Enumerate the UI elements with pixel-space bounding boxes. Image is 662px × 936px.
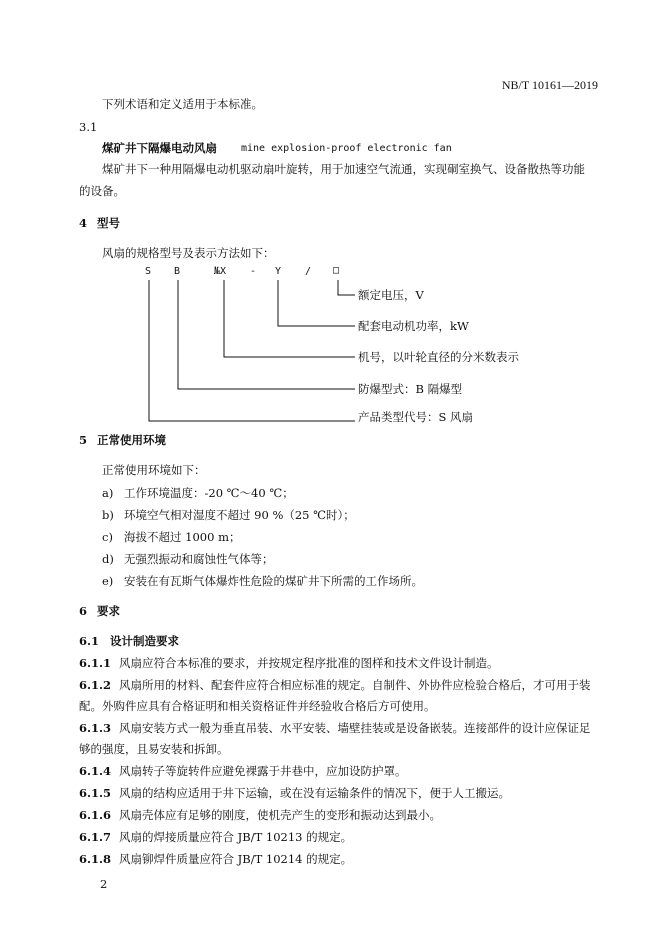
clause-number: 6.1.2 xyxy=(79,678,112,692)
page-number: 2 xyxy=(100,877,108,891)
leader-line-power xyxy=(278,280,355,326)
section-4-title: 型号 xyxy=(97,216,120,230)
term-name-en: mine explosion-proof electronic fan xyxy=(241,143,452,154)
code-label-explosion-type: 防爆型式：B 隔爆型 xyxy=(358,382,463,396)
clause-number: 6.1.7 xyxy=(79,830,112,844)
code-part-dash: - xyxy=(250,266,257,277)
env-item-marker: b) xyxy=(102,508,114,522)
clause-number: 6.1.6 xyxy=(79,808,112,822)
env-item-text: 工作环境温度：-20 ℃～40 ℃； xyxy=(124,486,294,500)
term-name-cn: 煤矿井下隔爆电动风扇 xyxy=(102,141,217,155)
code-part-b: B xyxy=(174,266,181,277)
clause-text-continued: 够的强度，且易安装和拆卸。 xyxy=(79,742,229,756)
code-label-power: 配套电动机功率，kW xyxy=(358,319,469,333)
code-part-y: Y xyxy=(275,266,282,277)
env-item-text: 海拔不超过 1000 m； xyxy=(124,530,241,544)
code-label-product-type: 产品类型代号：S 风扇 xyxy=(358,410,474,424)
section-4-number: 4 xyxy=(79,216,88,230)
code-part-s: S xyxy=(145,266,152,277)
clause-number: 6.1.4 xyxy=(79,764,112,778)
code-label-machine-number: 机号，以叶轮直径的分米数表示 xyxy=(358,350,519,364)
term-definition-line1: 煤矿井下一种用隔爆电动机驱动扇叶旋转，用于加速空气流通，实现硐室换气、设备散热等功能 xyxy=(102,162,585,176)
term-definition-line2: 的设备。 xyxy=(79,184,125,198)
leader-line-voltage xyxy=(338,280,355,295)
leader-line-explosion-type xyxy=(178,280,355,389)
standard-number: NB/T 10161—2019 xyxy=(501,78,598,92)
code-part-x: №X xyxy=(214,266,227,277)
clause-text: 风扇转子等旋转件应避免裸露于井巷中，应加设防护罩。 xyxy=(119,764,407,778)
clause-text: 风扇的焊接质量应符合 JB/T 10213 的规定。 xyxy=(119,830,353,844)
clause-text: 风扇壳体应有足够的刚度，使机壳产生的变形和振动达到最小。 xyxy=(119,808,441,822)
clause-text: 风扇所用的材料、配套件应符合相应标准的规定。自制件、外协件应检验合格后，才可用于装 xyxy=(119,678,591,692)
env-item-text: 安装在有瓦斯气体爆炸性危险的煤矿井下所需的工作场所。 xyxy=(124,574,423,588)
leader-line-machine-number xyxy=(224,280,355,357)
clause-text: 风扇应符合本标准的要求，并按规定程序批准的图样和技术文件设计制造。 xyxy=(119,656,499,670)
section-5-intro: 正常使用环境如下： xyxy=(102,463,206,477)
code-part-box: □ xyxy=(333,265,340,276)
leader-line-product-type xyxy=(149,280,355,421)
clause-text: 风扇的结构应适用于井下运输，或在没有运输条件的情况下，便于人工搬运。 xyxy=(119,786,510,800)
section-4-intro: 风扇的规格型号及表示方法如下： xyxy=(102,246,275,260)
section-5-title: 正常使用环境 xyxy=(97,433,166,447)
env-item-marker: c) xyxy=(102,530,113,544)
env-item-marker: d) xyxy=(102,552,114,566)
clause-number: 6.1.5 xyxy=(79,786,112,800)
section-6-title: 要求 xyxy=(97,604,120,618)
subsection-6-1-number: 6.1 xyxy=(79,634,100,648)
clause-number: 6.1.1 xyxy=(79,656,112,670)
env-item-marker: a) xyxy=(102,486,114,500)
clause-text: 风扇安装方式一般为垂直吊装、水平安装、墙壁挂装或是设备嵌装。连接部件的设计应保证足 xyxy=(119,721,591,735)
section-6-number: 6 xyxy=(79,604,88,618)
env-item-marker: e) xyxy=(102,574,114,588)
clause-number: 6.1.8 xyxy=(79,852,112,866)
clause-text: 风扇铆焊件质量应符合 JB/T 10214 的规定。 xyxy=(119,852,353,866)
code-label-voltage: 额定电压，V xyxy=(358,288,424,302)
intro-text: 下列术语和定义适用于本标准。 xyxy=(102,97,263,111)
clause-number: 6.1.3 xyxy=(79,721,112,735)
subsection-6-1-title: 设计制造要求 xyxy=(110,634,179,648)
code-part-slash: / xyxy=(305,266,312,277)
clause-text-continued: 配。外购件应具有合格证明和相关资格证件并经验收合格后方可使用。 xyxy=(79,699,436,713)
env-item-text: 环境空气相对湿度不超过 90 %（25 ℃时）； xyxy=(124,508,355,522)
env-item-text: 无强烈振动和腐蚀性气体等； xyxy=(124,552,274,566)
term-number: 3.1 xyxy=(79,120,98,134)
section-5-number: 5 xyxy=(79,433,88,447)
